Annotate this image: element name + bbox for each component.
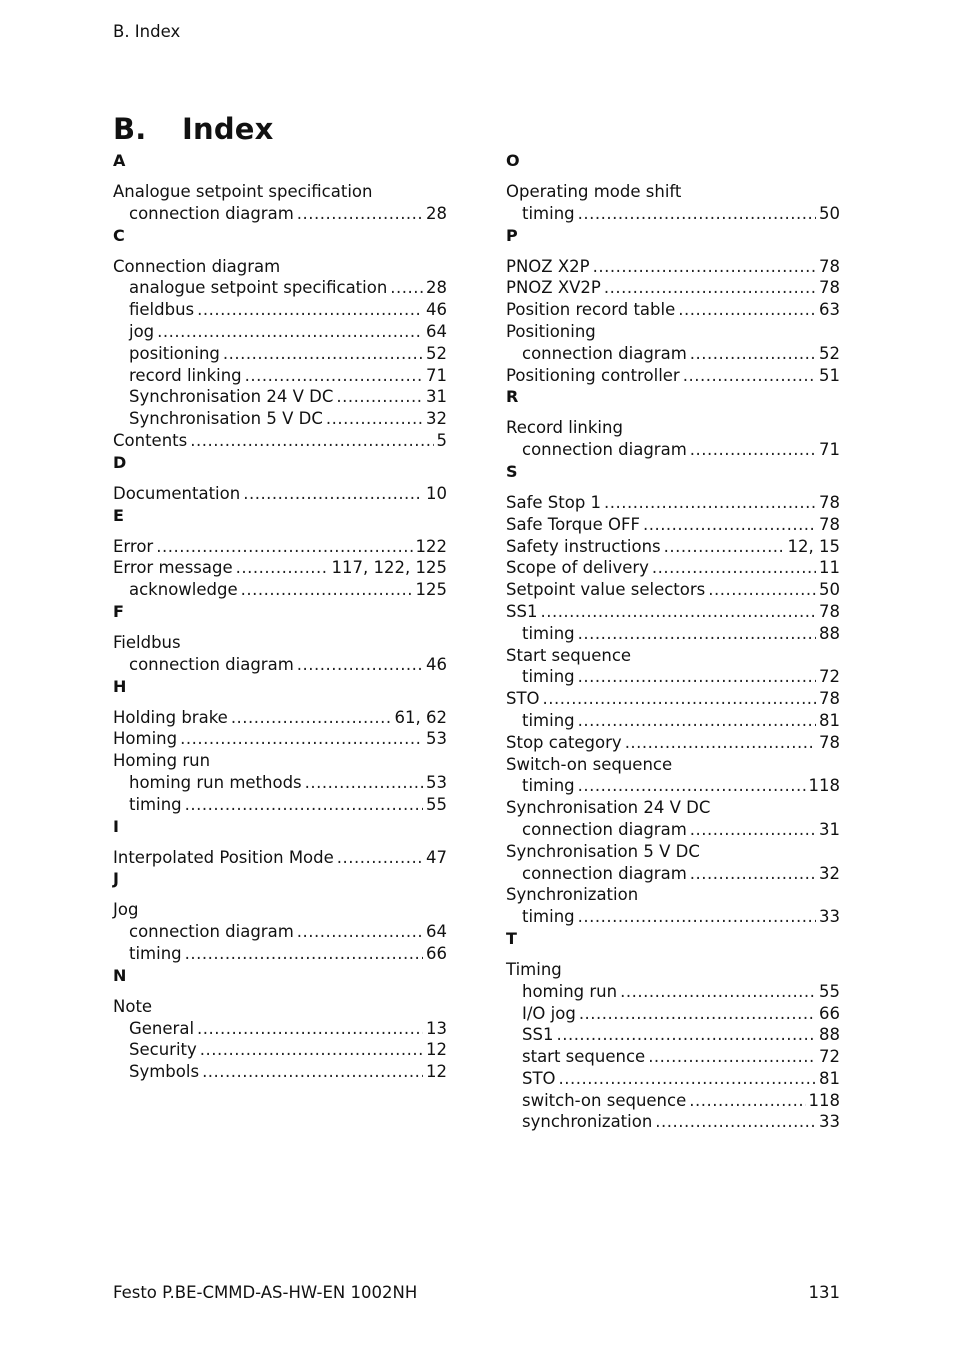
index-page-reference: 125 bbox=[415, 580, 447, 600]
index-entry bbox=[506, 645, 840, 667]
index-entry bbox=[113, 483, 447, 505]
index-page-reference: 122 bbox=[415, 536, 447, 556]
index-subentry bbox=[506, 710, 840, 732]
index-subentry bbox=[506, 1024, 840, 1046]
index-page-reference: 55 bbox=[819, 981, 840, 1001]
dot-leader bbox=[556, 1024, 816, 1046]
index-subentry bbox=[113, 921, 447, 943]
index-entry-label: Contents bbox=[113, 430, 188, 450]
index-entry-label: Stop category bbox=[506, 732, 622, 752]
dot-leader bbox=[223, 343, 423, 365]
index-page-reference: 52 bbox=[426, 343, 447, 363]
index-subentry bbox=[506, 1090, 840, 1112]
index-entry-label: timing bbox=[522, 907, 575, 927]
index-entry-label: record linking bbox=[129, 365, 242, 385]
dot-leader bbox=[241, 579, 413, 601]
index-letter-heading: E bbox=[113, 505, 124, 525]
index-entry-label: Jog bbox=[113, 900, 139, 920]
dot-leader bbox=[190, 430, 433, 452]
index-letter-heading: I bbox=[113, 816, 119, 836]
index-entry bbox=[506, 365, 840, 387]
dot-leader bbox=[245, 365, 423, 387]
dot-leader bbox=[604, 277, 816, 299]
dot-leader bbox=[664, 536, 785, 558]
index-page-reference: 81 bbox=[819, 710, 840, 730]
index-subentry bbox=[506, 343, 840, 365]
dot-leader bbox=[604, 492, 816, 514]
index-entry bbox=[113, 728, 447, 750]
index-entry-label: SS1 bbox=[506, 601, 538, 621]
footer-page-number: 131 bbox=[808, 1283, 840, 1302]
index-subentry bbox=[506, 863, 840, 885]
index-entry-label: Homing bbox=[113, 729, 178, 749]
index-page-reference: 61, 62 bbox=[394, 707, 447, 727]
index-subentry bbox=[506, 1046, 840, 1068]
index-page-reference: 117, 122, 125 bbox=[331, 558, 447, 578]
dot-leader bbox=[689, 1090, 805, 1112]
index-entry-label: switch-on sequence bbox=[522, 1090, 687, 1110]
index-entry-label: timing bbox=[522, 776, 575, 796]
index-entry bbox=[506, 732, 840, 754]
index-page-reference: 12 bbox=[426, 1040, 447, 1060]
index-entry-label: STO bbox=[506, 689, 540, 709]
index-page-reference: 55 bbox=[426, 794, 447, 814]
index-entry bbox=[113, 557, 447, 579]
index-page-reference: 50 bbox=[819, 203, 840, 223]
dot-leader bbox=[655, 1111, 816, 1133]
index-page-reference: 46 bbox=[426, 654, 447, 674]
index-letter-heading: T bbox=[506, 928, 517, 948]
index-entry-label: timing bbox=[522, 710, 575, 730]
index-entry-label: Holding brake bbox=[113, 707, 228, 727]
index-page-reference: 11 bbox=[819, 558, 840, 578]
dot-leader bbox=[578, 203, 816, 225]
index-subentry bbox=[113, 343, 447, 365]
index-letter-heading: N bbox=[113, 965, 127, 985]
index-page-reference: 63 bbox=[819, 300, 840, 320]
index-entry-label: Synchronisation 24 V DC bbox=[129, 387, 334, 407]
index-entry-label: connection diagram bbox=[129, 203, 294, 223]
index-entry-label: Note bbox=[113, 996, 153, 1016]
index-page-reference: 12, 15 bbox=[787, 536, 840, 556]
dot-leader bbox=[620, 981, 816, 1003]
index-entry-label: acknowledge bbox=[129, 580, 238, 600]
index-entry-label: Switch-on sequence bbox=[506, 754, 673, 774]
index-entry-label: I/O jog bbox=[522, 1003, 576, 1023]
index-entry-label: Operating mode shift bbox=[506, 182, 682, 201]
index-entry-label: timing bbox=[129, 943, 182, 963]
index-entry-label: homing run methods bbox=[129, 772, 302, 792]
index-subentry bbox=[113, 203, 447, 225]
index-page-reference: 47 bbox=[426, 847, 447, 867]
index-subentry bbox=[113, 1018, 447, 1040]
index-entry-label: Positioning bbox=[506, 321, 596, 341]
index-subentry bbox=[506, 1111, 840, 1133]
index-page-reference: 53 bbox=[426, 772, 447, 792]
index-page-reference: 31 bbox=[819, 819, 840, 839]
dot-leader bbox=[643, 514, 816, 536]
index-entry-label: Error message bbox=[113, 558, 233, 578]
index-letter-heading: S bbox=[506, 461, 518, 481]
dot-leader bbox=[156, 536, 412, 558]
running-head: B. Index bbox=[113, 22, 181, 41]
index-entry bbox=[506, 256, 840, 278]
index-column-right bbox=[506, 150, 840, 1133]
index-page-reference: 72 bbox=[819, 667, 840, 687]
dot-leader bbox=[197, 1018, 423, 1040]
index-page-reference: 12 bbox=[426, 1062, 447, 1082]
index-letter-heading: O bbox=[506, 151, 520, 170]
index-page-reference: 72 bbox=[819, 1047, 840, 1067]
index-entry-label: Record linking bbox=[506, 418, 623, 438]
index-page-reference: 81 bbox=[819, 1068, 840, 1088]
index-entry-label: Connection diagram bbox=[113, 256, 281, 276]
dot-leader bbox=[157, 321, 423, 343]
dot-leader bbox=[180, 728, 423, 750]
index-entry-label: Timing bbox=[506, 959, 562, 979]
index-entry-label: Scope of delivery bbox=[506, 558, 649, 578]
index-entry bbox=[506, 299, 840, 321]
index-page-reference: 118 bbox=[808, 1090, 840, 1110]
index-entry-label: timing bbox=[522, 623, 575, 643]
index-page-reference: 78 bbox=[819, 492, 840, 512]
index-entry-label: Documentation bbox=[113, 483, 241, 503]
index-subentry bbox=[113, 365, 447, 387]
dot-leader bbox=[690, 863, 816, 885]
index-entry bbox=[506, 601, 840, 623]
index-page-reference: 78 bbox=[819, 278, 840, 298]
index-subentry bbox=[506, 906, 840, 928]
dot-leader bbox=[297, 654, 423, 676]
dot-leader bbox=[197, 299, 423, 321]
index-entry-label: Setpoint value selectors bbox=[506, 580, 706, 600]
dot-leader bbox=[690, 819, 816, 841]
index-page-reference: 13 bbox=[426, 1018, 447, 1038]
dot-leader bbox=[236, 557, 329, 579]
index-entry-label: Interpolated Position Mode bbox=[113, 847, 334, 867]
dot-leader bbox=[578, 775, 806, 797]
index-page-reference: 51 bbox=[819, 365, 840, 385]
index-entry bbox=[113, 536, 447, 558]
index-page-reference: 50 bbox=[819, 580, 840, 600]
index-page-reference: 78 bbox=[819, 514, 840, 534]
index-subentry bbox=[113, 772, 447, 794]
dot-leader bbox=[297, 921, 423, 943]
index-entry-label: Analogue setpoint specification bbox=[113, 182, 373, 201]
index-entry-label: Synchronisation 5 V DC bbox=[506, 841, 700, 861]
index-entry-label: connection diagram bbox=[129, 654, 294, 674]
index-entry bbox=[113, 707, 447, 729]
index-entry-label: start sequence bbox=[522, 1047, 646, 1067]
index-entry bbox=[506, 514, 840, 536]
dot-leader bbox=[690, 439, 816, 461]
index-entry-label: jog bbox=[129, 321, 155, 341]
dot-leader bbox=[678, 299, 816, 321]
index-entry bbox=[506, 884, 840, 906]
index-subentry bbox=[113, 579, 447, 601]
index-subentry bbox=[113, 277, 447, 299]
index-entry bbox=[506, 754, 840, 776]
title-text: Index bbox=[182, 112, 274, 146]
index-subentry bbox=[113, 1061, 447, 1083]
index-subentry bbox=[113, 408, 447, 430]
dot-leader bbox=[336, 386, 423, 408]
index-page-reference: 52 bbox=[819, 343, 840, 363]
dot-leader bbox=[243, 483, 423, 505]
index-entry-label: PNOZ X2P bbox=[506, 256, 590, 276]
footer-document-id: Festo P.BE-CMMD-AS-HW-EN 1002NH bbox=[113, 1283, 418, 1302]
index-page-reference: 71 bbox=[426, 365, 447, 385]
index-letter-heading: H bbox=[113, 676, 127, 696]
index-subentry bbox=[506, 203, 840, 225]
index-page-reference: 32 bbox=[426, 409, 447, 429]
dot-leader bbox=[690, 343, 816, 365]
index-entry bbox=[113, 899, 447, 921]
index-subentry bbox=[506, 819, 840, 841]
index-entry-label: positioning bbox=[129, 343, 220, 363]
index-page-reference: 78 bbox=[819, 256, 840, 276]
index-page-reference: 66 bbox=[819, 1003, 840, 1023]
index-subentry bbox=[113, 943, 447, 965]
index-subentry bbox=[113, 1039, 447, 1061]
index-page-reference: 31 bbox=[426, 387, 447, 407]
dot-leader bbox=[593, 256, 816, 278]
index-letter-heading: C bbox=[113, 225, 125, 245]
index-page-reference: 32 bbox=[819, 863, 840, 883]
dot-leader bbox=[559, 1068, 816, 1090]
dot-leader bbox=[625, 732, 816, 754]
dot-leader bbox=[708, 579, 816, 601]
index-subentry bbox=[506, 981, 840, 1003]
index-entry-label: Error bbox=[113, 536, 154, 556]
index-letter-heading: A bbox=[113, 151, 126, 170]
index-column-left bbox=[113, 150, 447, 1083]
index-entry-label: analogue setpoint specification bbox=[129, 278, 388, 298]
index-entry-label: synchronization bbox=[522, 1112, 653, 1132]
index-entry-label: Safe Torque OFF bbox=[506, 514, 640, 534]
dot-leader bbox=[337, 847, 423, 869]
index-page-reference: 46 bbox=[426, 300, 447, 320]
index-entry bbox=[506, 417, 840, 439]
index-entry bbox=[506, 841, 840, 863]
index-subentry bbox=[113, 386, 447, 408]
index-entry bbox=[506, 536, 840, 558]
index-entry-label: STO bbox=[522, 1068, 556, 1088]
index-entry bbox=[506, 579, 840, 601]
index-page-reference: 88 bbox=[819, 623, 840, 643]
dot-leader bbox=[326, 408, 423, 430]
index-entry-label: Safety instructions bbox=[506, 536, 661, 556]
index-entry-label: SS1 bbox=[522, 1025, 554, 1045]
index-entry-label: connection diagram bbox=[522, 343, 687, 363]
index-entry-label: timing bbox=[129, 794, 182, 814]
index-entry-label: fieldbus bbox=[129, 300, 195, 320]
index-entry bbox=[113, 430, 447, 452]
index-page-reference: 64 bbox=[426, 922, 447, 942]
index-page-reference: 78 bbox=[819, 601, 840, 621]
index-subentry bbox=[113, 321, 447, 343]
dot-leader bbox=[648, 1046, 816, 1068]
index-entry-label: Start sequence bbox=[506, 645, 632, 665]
index-entry-label: timing bbox=[522, 203, 575, 223]
index-letter-heading: J bbox=[113, 869, 119, 889]
index-subentry bbox=[506, 1003, 840, 1025]
index-entry bbox=[506, 797, 840, 819]
dot-leader bbox=[305, 772, 423, 794]
dot-leader bbox=[185, 794, 423, 816]
index-entry bbox=[113, 632, 447, 654]
index-page-reference: 5 bbox=[436, 430, 447, 450]
index-subentry bbox=[506, 775, 840, 797]
index-page-reference: 78 bbox=[819, 689, 840, 709]
index-letter-heading: F bbox=[113, 601, 124, 621]
index-page-reference: 28 bbox=[426, 203, 447, 223]
index-page-reference: 78 bbox=[819, 732, 840, 752]
dot-leader bbox=[579, 1003, 816, 1025]
dot-leader bbox=[578, 906, 816, 928]
index-subentry bbox=[113, 654, 447, 676]
index-entry-label: Synchronisation 24 V DC bbox=[506, 798, 711, 818]
index-page-reference: 10 bbox=[426, 483, 447, 503]
dot-leader bbox=[652, 557, 816, 579]
index-entry bbox=[113, 847, 447, 869]
index-subentry bbox=[506, 623, 840, 645]
index-subentry bbox=[506, 1068, 840, 1090]
index-entry-label: General bbox=[129, 1018, 195, 1038]
index-page-reference: 88 bbox=[819, 1025, 840, 1045]
index-subentry bbox=[113, 794, 447, 816]
dot-leader bbox=[390, 277, 423, 299]
index-page-reference: 118 bbox=[808, 776, 840, 796]
dot-leader bbox=[540, 601, 816, 623]
page-title bbox=[113, 112, 274, 146]
index-entry-label: Synchronisation 5 V DC bbox=[129, 409, 323, 429]
index-entry-label: Position record table bbox=[506, 300, 676, 320]
index-letter-heading: P bbox=[506, 225, 518, 245]
index-entry bbox=[506, 321, 840, 343]
index-page-reference: 53 bbox=[426, 729, 447, 749]
dot-leader bbox=[297, 203, 423, 225]
index-page-reference: 33 bbox=[819, 1112, 840, 1132]
dot-leader bbox=[185, 943, 423, 965]
index-entry-label: timing bbox=[522, 667, 575, 687]
index-entry bbox=[506, 492, 840, 514]
index-subentry bbox=[506, 439, 840, 461]
index-entry-label: Security bbox=[129, 1040, 197, 1060]
index-entry-label: Fieldbus bbox=[113, 632, 181, 652]
dot-leader bbox=[578, 710, 816, 732]
dot-leader bbox=[231, 707, 392, 729]
index-entry bbox=[113, 181, 447, 203]
index-page-reference: 71 bbox=[819, 440, 840, 460]
dot-leader bbox=[200, 1039, 423, 1061]
index-entry-label: Synchronization bbox=[506, 885, 639, 905]
index-entry bbox=[506, 557, 840, 579]
index-entry bbox=[506, 277, 840, 299]
index-page-reference: 33 bbox=[819, 907, 840, 927]
index-entry-label: homing run bbox=[522, 981, 618, 1001]
index-entry-label: Symbols bbox=[129, 1062, 200, 1082]
index-entry-label: Homing run bbox=[113, 751, 211, 771]
index-letter-heading: R bbox=[506, 387, 519, 407]
index-entry bbox=[506, 959, 840, 981]
index-entry bbox=[113, 750, 447, 772]
index-subentry bbox=[506, 666, 840, 688]
index-entry-label: connection diagram bbox=[522, 863, 687, 883]
index-entry-label: connection diagram bbox=[129, 922, 294, 942]
dot-leader bbox=[683, 365, 816, 387]
dot-leader bbox=[543, 688, 816, 710]
title-number: B. bbox=[113, 112, 147, 146]
index-entry-label: Safe Stop 1 bbox=[506, 492, 602, 512]
index-entry-label: connection diagram bbox=[522, 440, 687, 460]
dot-leader bbox=[578, 623, 816, 645]
dot-leader bbox=[578, 666, 816, 688]
dot-leader bbox=[202, 1061, 423, 1083]
index-page-reference: 66 bbox=[426, 943, 447, 963]
index-entry-label: PNOZ XV2P bbox=[506, 278, 601, 298]
index-entry bbox=[506, 688, 840, 710]
index-entry bbox=[113, 996, 447, 1018]
index-entry bbox=[113, 256, 447, 278]
index-page-reference: 28 bbox=[426, 278, 447, 298]
index-entry-label: Positioning controller bbox=[506, 365, 680, 385]
index-entry-label: connection diagram bbox=[522, 819, 687, 839]
index-entry bbox=[506, 181, 840, 203]
index-letter-heading: D bbox=[113, 452, 127, 472]
index-page-reference: 64 bbox=[426, 321, 447, 341]
index-subentry bbox=[113, 299, 447, 321]
